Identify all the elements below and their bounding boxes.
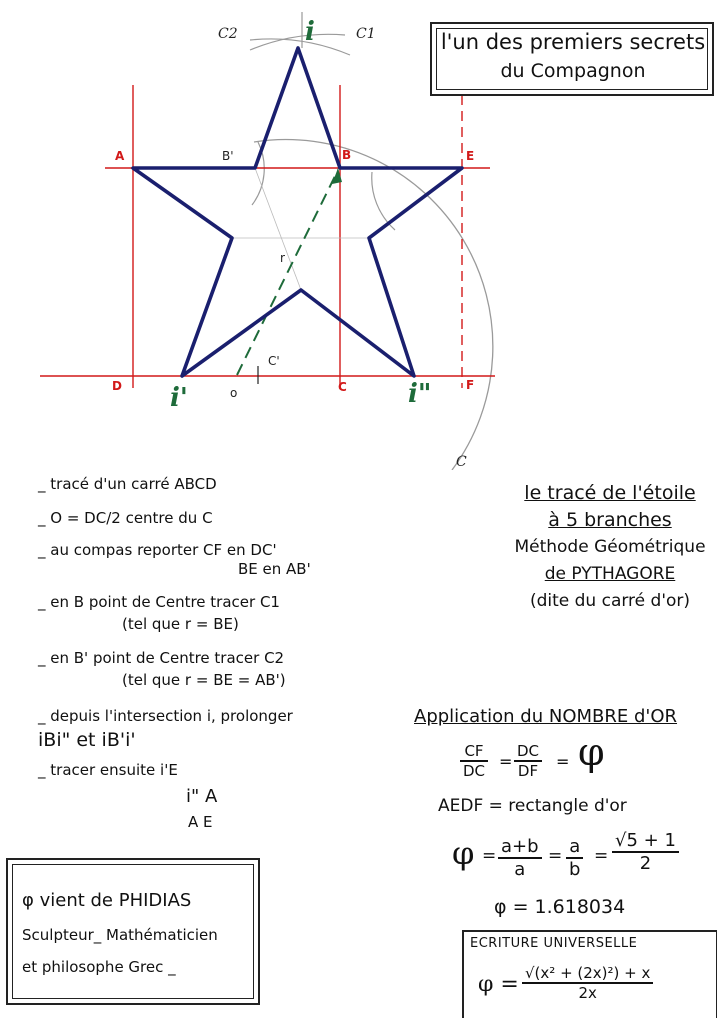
denominator-two: 2 — [639, 853, 652, 874]
fraction-sqrt5-plus-1-over-2 — [612, 830, 679, 874]
method-line-1: le tracé de l'étoile — [524, 482, 696, 504]
numerator-a: a — [566, 836, 583, 859]
numerator-dc: DC — [514, 742, 542, 762]
step-5: _ en B' point de Centre tracer C2 — [38, 649, 285, 667]
numerator-sqrt5-plus-1: √5 + 1 — [612, 830, 679, 853]
label-circle-c: C — [456, 454, 467, 470]
step-2: _ O = DC/2 centre du C — [38, 509, 213, 527]
circle-c-arc — [254, 140, 493, 470]
denominator-a: a — [514, 859, 526, 880]
label-circle-c1: C1 — [356, 26, 376, 42]
label-c-prime: C' — [268, 354, 280, 368]
golden-rectangle: AEDF = rectangle d'or — [438, 796, 627, 816]
step-6-b: iBi" et iB'i' — [38, 729, 136, 751]
formula-equals-2: = — [548, 846, 563, 866]
dashed-guide-line — [237, 170, 338, 375]
label-f: F — [466, 378, 475, 392]
step-7-b: i" A — [186, 786, 218, 807]
denominator-df: DF — [517, 762, 539, 780]
step-6: _ depuis l'intersection i, prolonger — [38, 707, 293, 725]
method-line-2: à 5 branches — [548, 509, 672, 531]
label-i-prime: i' — [170, 383, 188, 413]
label-i-double: i" — [408, 379, 432, 409]
formula-equals-3: = — [594, 846, 609, 866]
numerator-a-plus-b: a+b — [498, 836, 542, 859]
step-3-b: BE en AB' — [238, 560, 311, 578]
method-line-4: de PYTHAGORE — [544, 564, 676, 584]
label-d: D — [112, 379, 122, 393]
method-line-5: (dite du carré d'or) — [529, 591, 691, 611]
fraction-cf-dc — [460, 742, 488, 780]
step-5-b: (tel que r = BE = AB') — [122, 671, 286, 689]
universal-fraction — [522, 964, 653, 1002]
phi-symbol: φ — [578, 730, 605, 774]
denominator-b: b — [569, 859, 581, 880]
fraction-a-over-b — [566, 836, 583, 880]
universal-title: ECRITURE UNIVERSELLE — [470, 936, 638, 951]
phidias-line-2: Sculpteur_ Mathématicien — [22, 926, 218, 944]
formula-equals-1: = — [482, 846, 497, 866]
step-4: _ en B point de Centre tracer C1 — [38, 593, 280, 611]
equals-1: = — [499, 752, 513, 771]
label-e: E — [466, 149, 475, 163]
label-b-prime: B' — [222, 149, 234, 163]
label-c: C — [338, 380, 347, 394]
phidias-line-1: φ vient de PHIDIAS — [22, 890, 192, 911]
application-title: Application du NOMBRE d'OR — [414, 706, 678, 727]
title-line-2: du Compagnon — [500, 60, 646, 82]
universal-numerator: √(x² + (2x)²) + x — [522, 964, 653, 984]
label-i-top: i — [305, 17, 315, 47]
label-b: B — [342, 148, 352, 162]
equals-2: = — [556, 752, 570, 771]
numerator-cf: CF — [460, 742, 488, 762]
label-circle-c2: C2 — [218, 26, 238, 42]
guide-line-2 — [255, 168, 301, 290]
step-7-c: A E — [188, 813, 213, 831]
step-4-b: (tel que r = BE) — [122, 615, 239, 633]
step-7: _ tracer ensuite i'E — [38, 761, 178, 779]
title-line-1: l'un des premiers secrets — [440, 30, 706, 54]
phi-formula-symbol: φ — [452, 834, 475, 872]
phidias-line-3: et philosophe Grec _ — [22, 958, 176, 976]
fraction-a-plus-b-over-a — [498, 836, 542, 880]
method-block — [500, 480, 720, 615]
denominator-dc: DC — [463, 762, 486, 780]
fraction-dc-df — [514, 742, 542, 780]
phi-value: φ = 1.618034 — [494, 896, 626, 918]
step-1: _ tracé d'un carré ABCD — [38, 475, 217, 493]
universal-denominator: 2x — [578, 984, 597, 1002]
method-line-3: Méthode Géométrique — [514, 537, 706, 557]
label-r: r — [280, 251, 285, 265]
step-3: _ au compas reporter CF en DC' — [38, 541, 277, 559]
label-o: o — [230, 386, 238, 400]
universal-phi: φ = — [478, 972, 519, 997]
five-pointed-star — [133, 48, 462, 376]
label-a: A — [115, 149, 125, 163]
